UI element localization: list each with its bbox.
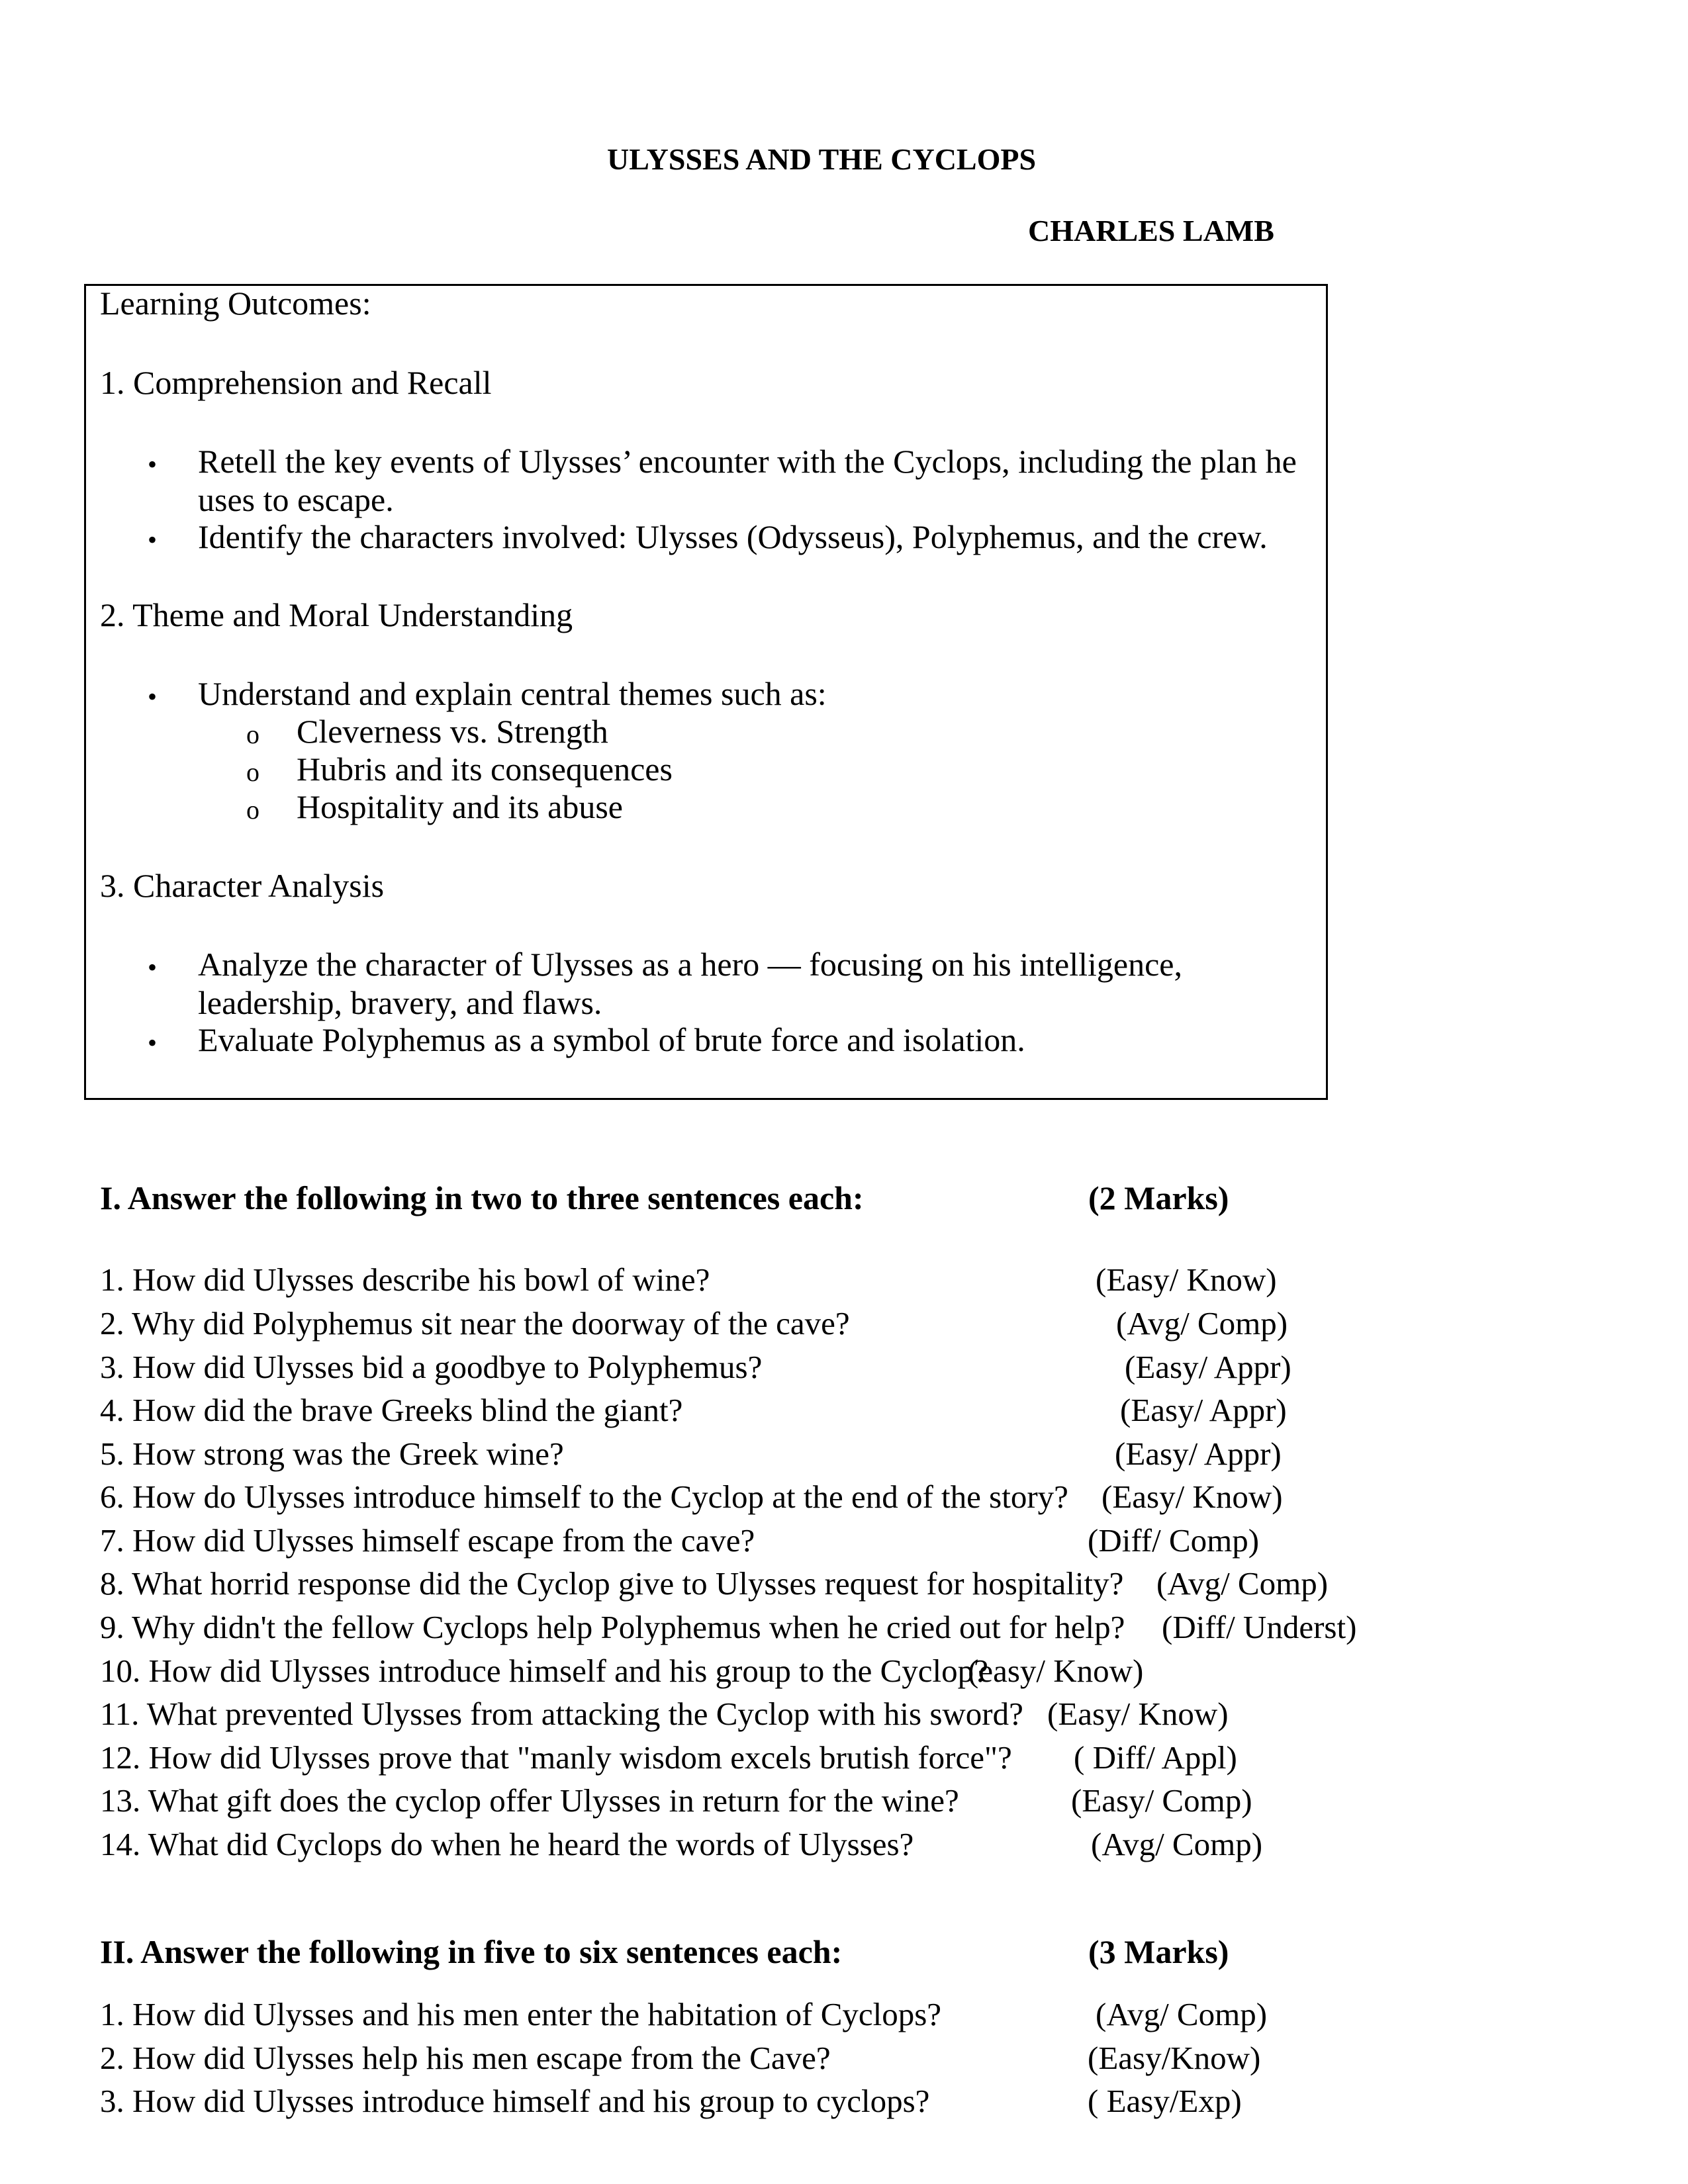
outcome-3-bullet-2: Evaluate Polyphemus as a symbol of brute force and isolation. — [198, 1021, 1025, 1058]
theme-hubris: Hubris and its consequences — [297, 751, 673, 788]
question-text: 9. Why didn't the fellow Cyclops help Polyphemus when he cried out for help? — [100, 1609, 1125, 1645]
question-text: 2. How did Ulysses help his men escape from the Cave? — [100, 2040, 831, 2076]
question-tag: (Easy/ Appr) — [1120, 1392, 1287, 1428]
question-text: 12. How did Ulysses prove that "manly wisdom excels brutish force"? — [100, 1739, 1012, 1776]
outcome-2-title: 2. Theme and Moral Understanding — [100, 596, 573, 633]
bullet-icon: • — [148, 682, 158, 711]
circle-bullet-icon: o — [246, 757, 259, 787]
page-title: ULYSSES AND THE CYCLOPS — [607, 142, 1037, 176]
question-text: 1. How did Ulysses and his men enter the habitation of Cyclops? — [100, 1996, 942, 2032]
question-tag: (easy/ Know) — [968, 1653, 1144, 1689]
question-text: 11. What prevented Ulysses from attacking the Cyclop with his sword? — [100, 1696, 1023, 1732]
question-tag: (Easy/Know) — [1088, 2040, 1261, 2076]
section-2-heading: II. Answer the following in five to six sentences each: — [100, 1933, 843, 1970]
theme-hospitality: Hospitality and its abuse — [297, 788, 623, 825]
outcome-1-bullet-2: Identify the characters involved: Ulysses (Odysseus), Polyphemus, and the crew. — [198, 518, 1268, 555]
question-text: 5. How strong was the Greek wine? — [100, 1435, 564, 1472]
outcome-3-title: 3. Character Analysis — [100, 867, 385, 904]
circle-bullet-icon: o — [246, 795, 259, 825]
question-text: 3. How did Ulysses introduce himself and his group to cyclops? — [100, 2083, 930, 2119]
question-tag: (Easy/ Appr) — [1125, 1349, 1291, 1385]
bullet-icon: • — [148, 525, 158, 555]
question-tag: (Diff/ Underst) — [1162, 1609, 1357, 1645]
question-tag: (Avg/ Comp) — [1156, 1565, 1329, 1602]
question-text: 14. What did Cyclops do when he heard the words of Ulysses? — [100, 1826, 914, 1862]
outcome-1-title: 1. Comprehension and Recall — [100, 364, 492, 401]
outcome-1-bullet-1-cont: uses to escape. — [198, 481, 394, 518]
bullet-icon: • — [148, 952, 158, 982]
bullet-icon: • — [148, 1028, 158, 1058]
question-text: 1. How did Ulysses describe his bowl of wine? — [100, 1261, 710, 1298]
outcomes-heading: Learning Outcomes: — [100, 285, 371, 322]
author-name: CHARLES LAMB — [1028, 214, 1274, 248]
question-text: 6. How do Ulysses introduce himself to the Cyclop at the end of the story? — [100, 1479, 1068, 1515]
outcome-3-bullet-1-cont: leadership, bravery, and flaws. — [198, 984, 602, 1021]
section-2-marks: (3 Marks) — [1088, 1933, 1229, 1970]
question-tag: (Avg/ Comp) — [1116, 1305, 1288, 1342]
theme-cleverness: Cleverness vs. Strength — [297, 713, 608, 750]
outcome-3-bullet-1: Analyze the character of Ulysses as a hero — focusing on his intelligence, — [198, 946, 1182, 983]
question-tag: (Easy/ Comp) — [1071, 1782, 1252, 1819]
question-text: 7. How did Ulysses himself escape from the cave? — [100, 1522, 755, 1559]
outcome-2-bullet-1: Understand and explain central themes such as: — [198, 675, 827, 712]
question-tag: (Avg/ Comp) — [1096, 1996, 1268, 2032]
section-1-marks: (2 Marks) — [1088, 1179, 1229, 1216]
question-tag: (Easy/ Appr) — [1115, 1435, 1282, 1472]
outcome-1-bullet-1: Retell the key events of Ulysses’ encounter with the Cyclops, including the plan he — [198, 443, 1297, 480]
question-text: 13. What gift does the cyclop offer Ulysses in return for the wine? — [100, 1782, 959, 1819]
question-tag: (Diff/ Comp) — [1088, 1522, 1260, 1559]
question-tag: ( Easy/Exp) — [1088, 2083, 1242, 2119]
question-tag: (Easy/ Know) — [1096, 1261, 1277, 1298]
question-tag: (Avg/ Comp) — [1091, 1826, 1263, 1862]
question-text: 10. How did Ulysses introduce himself and his group to the Cyclop? — [100, 1653, 988, 1689]
question-text: 3. How did Ulysses bid a goodbye to Polyphemus? — [100, 1349, 763, 1385]
circle-bullet-icon: o — [246, 719, 259, 749]
bullet-icon: • — [148, 449, 158, 479]
question-tag: (Easy/ Know) — [1047, 1696, 1229, 1732]
question-text: 2. Why did Polyphemus sit near the doorway of the cave? — [100, 1305, 850, 1342]
question-tag: (Easy/ Know) — [1102, 1479, 1283, 1515]
question-text: 8. What horrid response did the Cyclop give to Ulysses request for hospitality? — [100, 1565, 1124, 1602]
question-tag: ( Diff/ Appl) — [1074, 1739, 1237, 1776]
question-text: 4. How did the brave Greeks blind the giant? — [100, 1392, 683, 1428]
section-1-heading: I. Answer the following in two to three sentences each: — [100, 1179, 864, 1216]
